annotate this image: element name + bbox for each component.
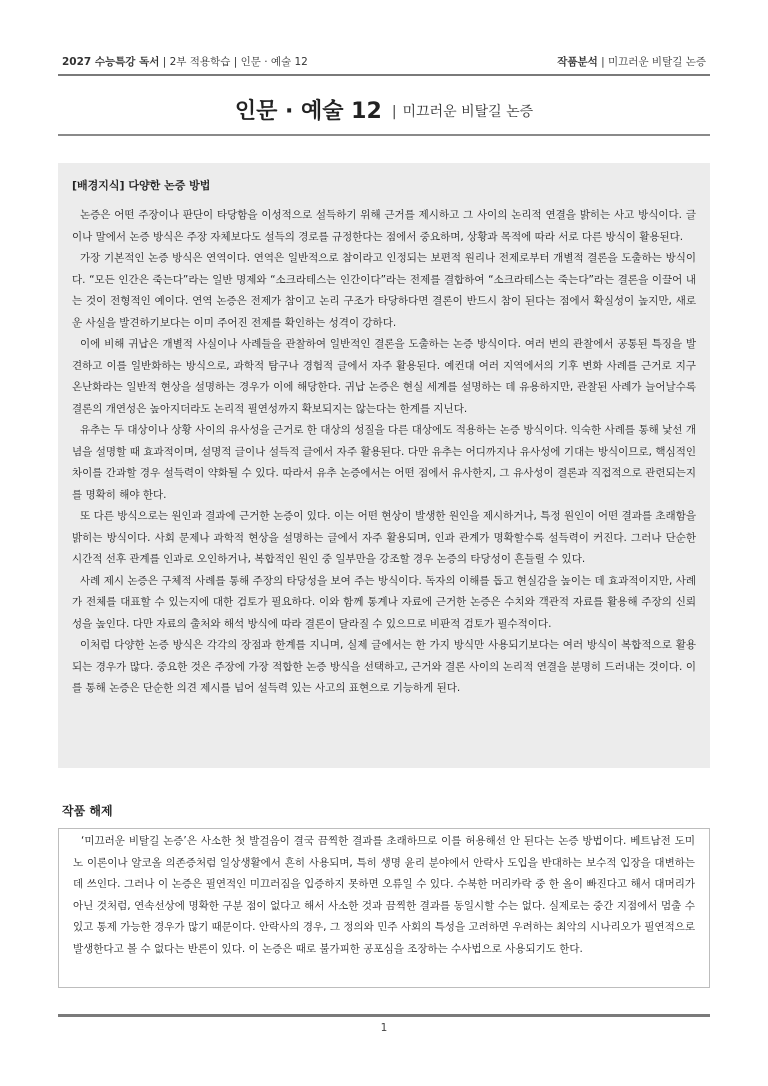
analysis-text: ‘미끄러운 비탈길 논증’은 사소한 첫 발걸음이 결국 끔찍한 결과를 초래하므로 이를 허용해선 안 된다는 논증 방법이다. 베트남전 도미노 이론이나 알코올 의존증처럼 일상생활에서 흔히 사용되며, 특히 생명 윤리 분야에서 안락사 도입을 반대하는 보수적 입장을 대변하는 데 쓰인다. 그러나 이 논증은 필연적인 미끄러짐을 입증하지 못하면 오류일 수 있다. 수북한 머리카락 중 한 올이 빠진다고 해서 대머리가 아닌 것처럼, 연속선상에 명확한 구분 점이 없다고 해서 사소한 것과 끔찍한 결과를 동일시할 수는 없다. 실제로는 중간 지점에서 멈출 수 있고 통제 가능한 경우가 많기 때문이다. 안락사의 경우, 그 정의와 민주 사회의 특성을 고려하면 우려하는 최악의 시나리오가 필연적으로 발생한다고 볼 수 없다는 반론이 있다. 이 논증은 때로 불가피한 공포심을 조장하는 수사법으로 사용되기도 한다. [73,835,695,955]
header-left [62,54,308,69]
running-header [62,54,706,72]
footer-rule [58,1014,710,1017]
title-separator: | [391,104,397,120]
background-paragraph: 이처럼 다양한 논증 방식은 각각의 장점과 한계를 지니며, 실제 글에서는 한 가지 방식만 사용되기보다는 여러 방식이 복합적으로 활용되는 경우가 많다. 중요한 것은 주장에 가장 적합한 논증 방식을 선택하고, 근거와 결론 사이의 논리적 연결을 분명히 드러내는 것이다. 이를 통해 논증은 단순한 의견 제시를 넘어 설득력 있는 사고의 표현으로 기능하게 된다. [72,639,696,694]
background-paragraph: 사례 제시 논증은 구체적 사례를 통해 주장의 타당성을 보여 주는 방식이다. 독자의 이해를 돕고 현실감을 높이는 데 효과적이지만, 사례가 전체를 대표할 수 있는지에 대한 검토가 필요하다. 이와 함께 통계나 자료에 근거한 논증은 수치와 객관적 자료를 활용해 주장의 신뢰성을 높인다. 다만 자료의 출처와 해석 방식에 따라 결론이 달라질 수 있으므로 비판적 검토가 필수적이다. [72,574,696,630]
background-paragraph: 가장 기본적인 논증 방식은 연역이다. 연역은 일반적으로 참이라고 인정되는 보편적 원리나 전제로부터 개별적 결론을 도출하는 방식이다. “모든 인간은 죽는다”라는 일반 명제와 “소크라테스는 인간이다”라는 전제를 결합하여 “소크라테스는 죽는다”라는 결론을 이끌어 내는 것이 전형적인 예이다. 연역 논증은 전제가 참이고 논리 구조가 타당하다면 결론이 반드시 참이 된다는 점에서 확실성이 높지만, 새로운 사실을 발견하기보다는 이미 주어진 전제를 확인하는 성격이 강하다. [72,252,696,329]
header-section-label: 작품분석 [557,56,598,68]
background-paragraph: 또 다른 방식으로는 원인과 결과에 근거한 논증이 있다. 이는 어떤 현상이 발생한 원인을 제시하거나, 특정 원인이 어떤 결과를 초래함을 밝히는 방식이다. 사회 문제나 과학적 현상을 설명하는 글에서 자주 활용되며, 인과 관계가 명확할수록 설득력이 커진다. 그러나 단순한 시간적 선후 관계를 인과로 오인하거나, 복합적인 원인 중 일부만을 강조할 경우 논증의 타당성이 흔들릴 수 있다. [72,510,696,565]
analysis-section-title: 작품 해제 [62,804,113,818]
title-subtitle: 미끄러운 비탈길 논증 [402,104,534,120]
background-paragraph: 논증은 어떤 주장이나 판단이 타당함을 이성적으로 설득하기 위해 근거를 제시하고 그 사이의 논리적 연결을 밝히는 사고 방식이다. 글이나 말에서 논증 방식은 주장 자체보다도 설득의 경로를 규정한다는 점에서 중요하며, 상황과 목적에 따라 서로 다른 방식이 활용된다. [72,209,696,243]
header-right [557,54,706,69]
page-title [58,94,710,125]
header-breadcrumb: | 2부 적용학습 | 인문 · 예술 12 [159,56,308,68]
background-paragraph: 유추는 두 대상이나 상황 사이의 유사성을 근거로 한 대상의 성질을 다른 대상에도 적용하는 논증 방식이다. 익숙한 사례를 통해 낯선 개념을 설명할 때 효과적이며, 설명적 글이나 설득적 글에서 자주 활용된다. 다만 유추는 어디까지나 유사성에 기대는 방식이므로, 핵심적인 차이를 간과할 경우 설득력이 약화될 수 있다. 따라서 유추 논증에서는 어떤 점에서 유사한지, 그 유사성이 결론과 직접적으로 관련되는지를 명확히 해야 한다. [72,424,696,501]
header-book-title: 2027 수능특강 독서 [62,56,160,68]
header-topic: | 미끄러운 비탈길 논증 [597,56,706,68]
analysis-box [58,828,710,988]
page-number: 1 [380,1022,388,1034]
title-main: 인문 · 예술 12 [234,99,382,124]
background-heading: [배경지식] 다양한 논증 방법 [72,179,211,192]
background-paragraph: 이에 비해 귀납은 개별적 사실이나 사례들을 관찰하여 일반적인 결론을 도출하는 논증 방식이다. 여러 번의 관찰에서 공통된 특징을 발견하고 이를 일반화하는 방식으로, 과학적 탐구나 경험적 글에서 자주 활용된다. 예컨대 여러 지역에서의 기후 변화 사례를 근거로 지구 온난화라는 일반적 현상을 설명하는 경우가 이에 해당한다. 귀납 논증은 현실 세계를 설명하는 데 유용하지만, 관찰된 사례가 늘어날수록 결론의 개연성은 높아지더라도 논리적 필연성까지 확보되지는 않는다는 한계를 지닌다. [72,338,696,415]
header-rule [58,74,710,76]
title-rule [58,134,710,136]
background-knowledge-box [58,163,710,768]
